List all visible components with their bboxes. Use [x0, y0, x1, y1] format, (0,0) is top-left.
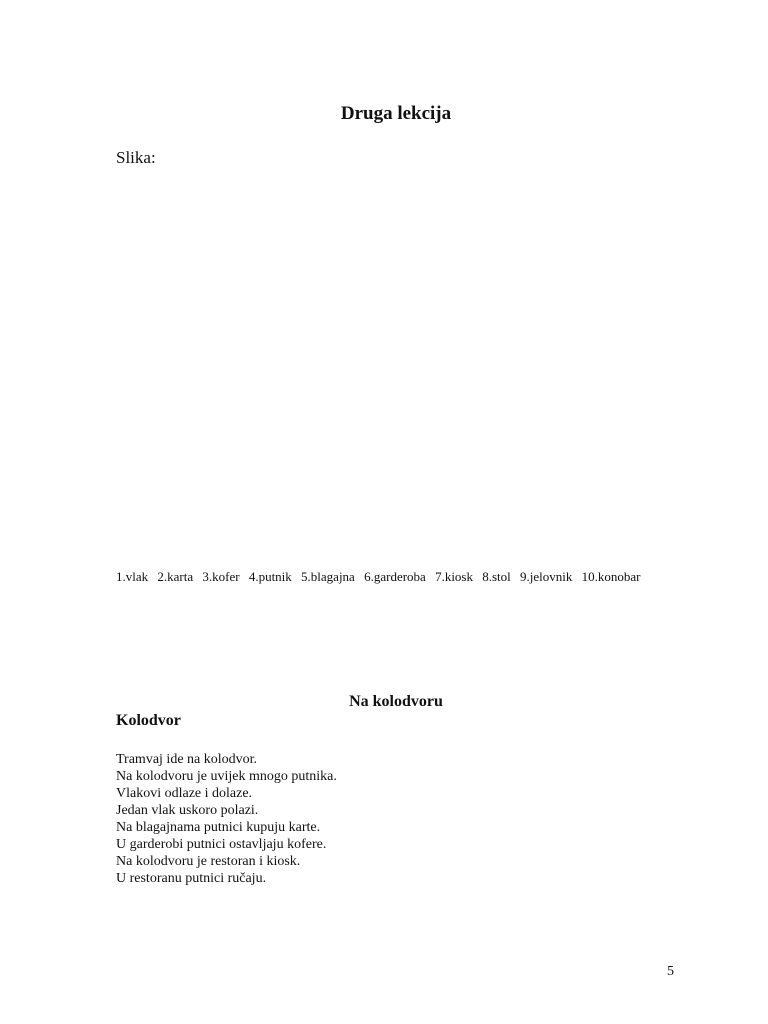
text-line: Tramvaj ide na kolodvor.	[116, 752, 258, 767]
vocabulary-item: 2.karta	[157, 569, 194, 584]
section-title: Na kolodvoru	[349, 693, 443, 710]
vocabulary-item: 5.blagajna	[301, 569, 355, 584]
lesson-title: Druga lekcija	[340, 103, 452, 124]
text-line: Vlakovi odlaze i dolaze.	[116, 786, 253, 801]
text-line: Na kolodvoru je restoran i kiosk.	[116, 854, 301, 869]
reading-text	[116, 751, 337, 887]
vocabulary-item: 10.konobar	[581, 569, 641, 584]
text-line: Na blagajnama putnici kupuju karte.	[116, 820, 321, 835]
text-line: Na kolodvoru je uvijek mnogo putnika.	[116, 769, 337, 784]
vocabulary-list	[116, 569, 641, 585]
vocabulary-item: 8.stol	[482, 569, 511, 584]
page-number: 5	[667, 964, 674, 979]
text-line: Jedan vlak uskoro polazi.	[116, 803, 259, 818]
picture-area	[116, 180, 656, 560]
vocabulary-item: 1.vlak	[116, 569, 149, 584]
picture-label: Slika:	[116, 148, 156, 167]
vocabulary-item: 4.putnik	[248, 569, 292, 584]
vocabulary-item: 9.jelovnik	[520, 569, 573, 584]
vocabulary-item: 7.kiosk	[435, 569, 473, 584]
subheading: Kolodvor	[116, 712, 181, 729]
vocabulary-item: 3.kofer	[202, 569, 240, 584]
text-line: U restoranu putnici ručaju.	[116, 871, 267, 886]
text-line: U garderobi putnici ostavljaju kofere.	[116, 837, 327, 852]
vocabulary-item: 6.garderoba	[364, 569, 426, 584]
